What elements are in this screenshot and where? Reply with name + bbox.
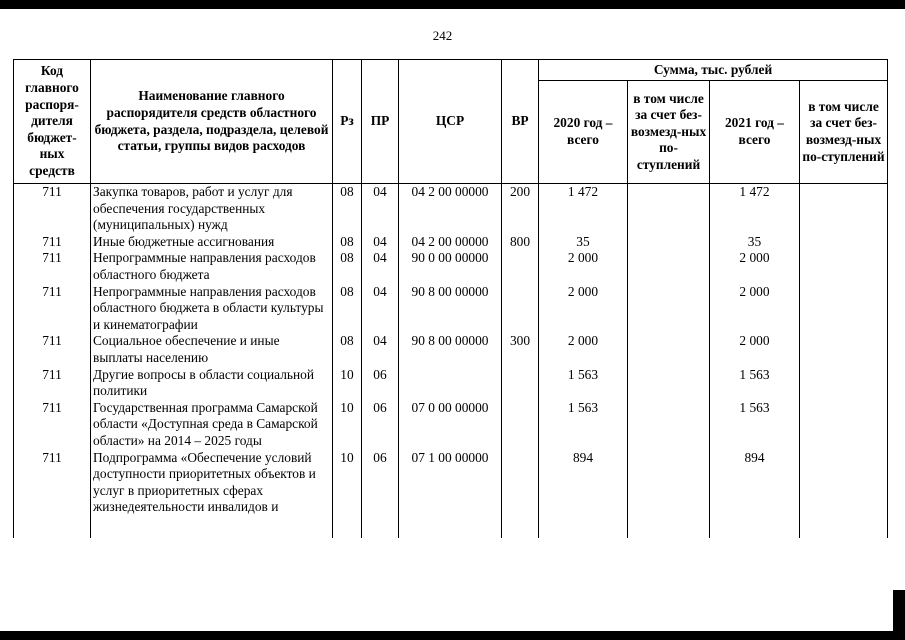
cell-name: Социальное обеспечение и иные выплаты населению <box>91 333 333 366</box>
table-header <box>14 60 888 184</box>
cell-code: 711 <box>14 400 91 450</box>
cell-code: 711 <box>14 250 91 283</box>
cell-2021-free <box>800 184 888 234</box>
cell-rz: 10 <box>333 450 362 538</box>
header-rz: Рз <box>333 60 362 184</box>
cell-2020-total: 1 563 <box>539 400 628 450</box>
cell-csr <box>399 367 502 400</box>
cell-2021-total: 1 563 <box>710 400 800 450</box>
cell-2020-total: 1 563 <box>539 367 628 400</box>
cell-2020-total: 2 000 <box>539 333 628 366</box>
header-csr: ЦСР <box>399 60 502 184</box>
header-vr: ВР <box>502 60 539 184</box>
header-code: Код главного распоря-дителя бюджет-ных средств <box>14 60 91 184</box>
cell-pr: 06 <box>362 450 399 538</box>
cell-vr: 300 <box>502 333 539 366</box>
header-2020-free: в том числе за счет без-возмезд-ных по-ступлений <box>628 81 710 184</box>
cell-code: 711 <box>14 284 91 334</box>
cell-pr: 04 <box>362 184 399 234</box>
cell-csr: 90 8 00 00000 <box>399 284 502 334</box>
cell-vr: 200 <box>502 184 539 234</box>
cell-pr: 04 <box>362 333 399 366</box>
cell-csr: 07 1 00 00000 <box>399 450 502 538</box>
table-row <box>14 450 888 538</box>
table-row <box>14 367 888 400</box>
cell-csr: 90 0 00 00000 <box>399 250 502 283</box>
cell-2021-free <box>800 250 888 283</box>
cell-pr: 04 <box>362 250 399 283</box>
cell-2021-free <box>800 367 888 400</box>
cell-vr <box>502 367 539 400</box>
cell-2020-free <box>628 400 710 450</box>
cell-rz: 08 <box>333 250 362 283</box>
table-row <box>14 400 888 450</box>
cell-2021-total: 2 000 <box>710 250 800 283</box>
cell-2020-total: 2 000 <box>539 250 628 283</box>
cell-rz: 08 <box>333 184 362 234</box>
header-2021-free: в том числе за счет без-возмезд-ных по-ступлений <box>800 81 888 184</box>
cell-2020-free <box>628 367 710 400</box>
budget-table <box>13 59 888 538</box>
cell-pr: 04 <box>362 234 399 251</box>
cell-rz: 10 <box>333 367 362 400</box>
cell-name: Иные бюджетные ассигнования <box>91 234 333 251</box>
cell-2021-total: 1 563 <box>710 367 800 400</box>
cell-csr: 90 8 00 00000 <box>399 333 502 366</box>
cell-2021-free <box>800 284 888 334</box>
cell-2021-free <box>800 333 888 366</box>
cell-2020-free <box>628 450 710 538</box>
cell-name: Государственная программа Самарской области «Доступная среда в Самарской области» на 2014 – 2025 годы <box>91 400 333 450</box>
cell-name: Другие вопросы в области социальной политики <box>91 367 333 400</box>
cell-pr: 06 <box>362 400 399 450</box>
cell-rz: 10 <box>333 400 362 450</box>
cell-vr: 800 <box>502 234 539 251</box>
cell-2021-free <box>800 450 888 538</box>
cell-2020-total: 894 <box>539 450 628 538</box>
cell-name: Закупка товаров, работ и услуг для обеспечения государственных (муниципальных) нужд <box>91 184 333 234</box>
cell-2020-free <box>628 234 710 251</box>
header-2020-total: 2020 год – всего <box>539 81 628 184</box>
table-row <box>14 333 888 366</box>
cell-code: 711 <box>14 234 91 251</box>
cell-pr: 04 <box>362 284 399 334</box>
bottom-scan-border <box>0 631 905 640</box>
header-pr: ПР <box>362 60 399 184</box>
table-row <box>14 184 888 234</box>
cell-rz: 08 <box>333 333 362 366</box>
table-row <box>14 250 888 283</box>
cell-2020-total: 1 472 <box>539 184 628 234</box>
cell-rz: 08 <box>333 284 362 334</box>
cell-2021-total: 35 <box>710 234 800 251</box>
header-name: Наименование главного распорядителя средств областного бюджета, раздела, подраздела, целевой статьи, группы видов расходов <box>91 60 333 184</box>
cell-2020-total: 2 000 <box>539 284 628 334</box>
cell-2021-free <box>800 400 888 450</box>
cell-csr: 04 2 00 00000 <box>399 234 502 251</box>
cell-code: 711 <box>14 184 91 234</box>
header-sum-group: Сумма, тыс. рублей <box>539 60 888 81</box>
cell-csr: 07 0 00 00000 <box>399 400 502 450</box>
cell-2020-free <box>628 284 710 334</box>
cell-2021-total: 1 472 <box>710 184 800 234</box>
cell-2021-total: 2 000 <box>710 284 800 334</box>
cell-pr: 06 <box>362 367 399 400</box>
cell-vr <box>502 450 539 538</box>
top-scan-border <box>0 0 905 9</box>
cell-vr <box>502 250 539 283</box>
cell-rz: 08 <box>333 234 362 251</box>
cell-csr: 04 2 00 00000 <box>399 184 502 234</box>
cell-2020-free <box>628 333 710 366</box>
cell-name: Непрограммные направления расходов областного бюджета в области культуры и кинематографии <box>91 284 333 334</box>
cell-vr <box>502 400 539 450</box>
cell-2020-total: 35 <box>539 234 628 251</box>
cell-name: Непрограммные направления расходов областного бюджета <box>91 250 333 283</box>
header-2021-total: 2021 год – всего <box>710 81 800 184</box>
cell-2021-free <box>800 234 888 251</box>
cell-2021-total: 894 <box>710 450 800 538</box>
cell-2020-free <box>628 184 710 234</box>
table-row <box>14 284 888 334</box>
cell-2020-free <box>628 250 710 283</box>
cell-code: 711 <box>14 450 91 538</box>
table-row <box>14 234 888 251</box>
cell-code: 711 <box>14 333 91 366</box>
cell-2021-total: 2 000 <box>710 333 800 366</box>
cell-code: 711 <box>14 367 91 400</box>
cell-vr <box>502 284 539 334</box>
page-number: 242 <box>432 28 453 43</box>
cell-name: Подпрограмма «Обеспечение условий доступности приоритетных объектов и услуг в приоритетных сферах жизнедеятельности инвалидов и <box>91 450 333 538</box>
